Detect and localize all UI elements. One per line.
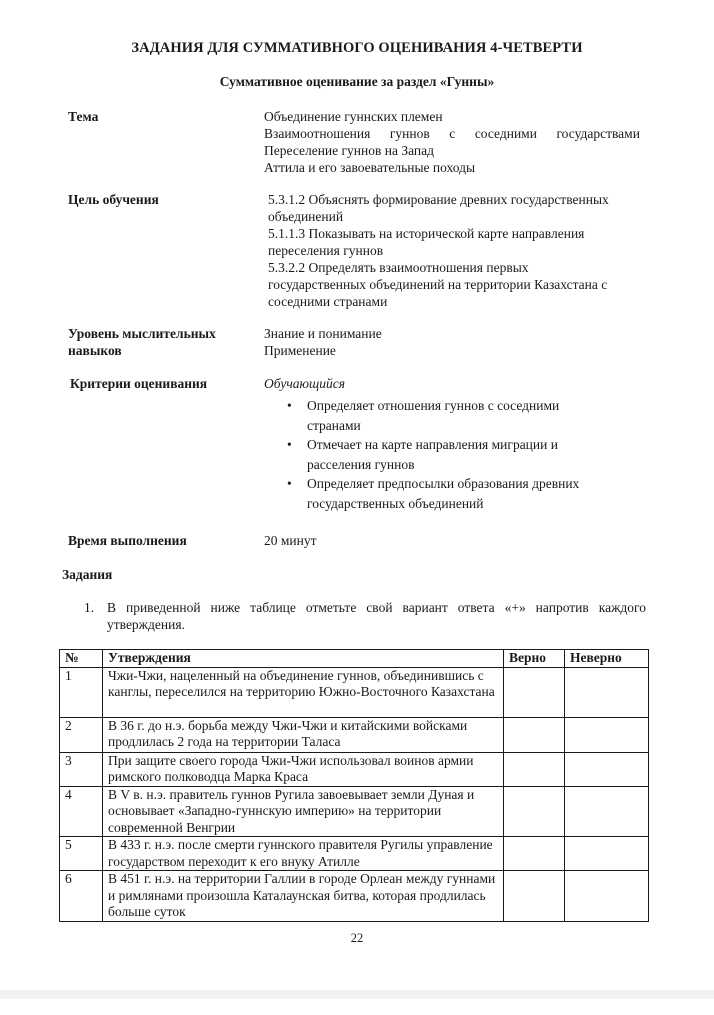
table-row bbox=[60, 786, 649, 837]
row-statement: В 451 г. н.э. на территории Галлии в городе Орлеан между гуннами и римлянами произошла Каталаунская битва, которая продлилась больше суток bbox=[103, 871, 504, 922]
criteria-item-text: Определяет предпосылки образования древних государственных объединений bbox=[307, 476, 580, 511]
criteria-item bbox=[264, 396, 607, 435]
table-row bbox=[60, 752, 649, 786]
bullet-icon: • bbox=[287, 398, 292, 413]
row-number: 2 bbox=[60, 717, 103, 752]
goal-line: переселения гуннов bbox=[268, 243, 384, 258]
time-label: Время выполнения bbox=[68, 533, 187, 548]
table-row bbox=[60, 871, 649, 922]
row-statement: При защите своего города Чжи-Чжи использовал воинов армии римского полководца Марка Краса bbox=[103, 752, 504, 786]
task-1-text: В приведенной ниже таблице отметьте свой вариант ответа «+» напротив каждого утверждения. bbox=[107, 600, 646, 632]
criteria-label: Критерии оценивания bbox=[70, 376, 208, 391]
criteria-item-text: Определяет отношения гуннов с соседними странами bbox=[307, 398, 560, 433]
skills-line: Применение bbox=[264, 343, 336, 358]
page-number: 22 bbox=[350, 931, 364, 945]
skills-label-line: навыков bbox=[68, 343, 122, 358]
row-statement: В 433 г. н.э. после смерти гуннского правителя Ругилы управление государством переходит к его внуку Атилле bbox=[103, 837, 504, 871]
goal-line: 5.1.1.3 Показывать на исторической карте направления bbox=[268, 226, 585, 241]
true-answer-cell[interactable] bbox=[504, 871, 565, 922]
topic-line: Переселение гуннов на Запад bbox=[264, 143, 435, 158]
word: соседними bbox=[474, 126, 537, 141]
table-row bbox=[60, 837, 649, 871]
word: гуннов bbox=[389, 126, 430, 141]
false-answer-cell[interactable] bbox=[565, 786, 649, 837]
goal-line: 5.3.2.2 Определять взаимоотношения первых bbox=[268, 260, 529, 275]
goal-line: соседними странами bbox=[268, 294, 388, 309]
row-number: 3 bbox=[60, 752, 103, 786]
goal-line: государственных объединений на территории Казахстана с bbox=[268, 277, 608, 292]
true-answer-cell[interactable] bbox=[504, 752, 565, 786]
criteria-list bbox=[264, 396, 607, 513]
row-number: 5 bbox=[60, 837, 103, 871]
skills-line: Знание и понимание bbox=[264, 326, 382, 341]
topic-values bbox=[264, 108, 640, 176]
task-1-number: 1. bbox=[84, 600, 95, 615]
topic-line: Объединение гуннских племен bbox=[264, 109, 443, 124]
table-row bbox=[60, 717, 649, 752]
true-answer-cell[interactable] bbox=[504, 717, 565, 752]
row-statement: Чжи-Чжи, нацеленный на объединение гуннов, объединившись с канглы, переселился на территорию Южно-Восточного Казахстана bbox=[103, 667, 504, 717]
criteria-block bbox=[264, 375, 607, 513]
goal-values bbox=[268, 191, 609, 310]
false-answer-cell[interactable] bbox=[565, 752, 649, 786]
true-answer-cell[interactable] bbox=[504, 837, 565, 871]
goal-line: объединений bbox=[268, 209, 344, 224]
row-number: 1 bbox=[60, 667, 103, 717]
bullet-icon: • bbox=[287, 437, 292, 452]
statements-table bbox=[59, 649, 649, 922]
criteria-intro: Обучающийся bbox=[264, 376, 346, 391]
table-row bbox=[60, 667, 649, 717]
criteria-item bbox=[264, 435, 607, 474]
word: Взаимоотношения bbox=[264, 126, 371, 141]
header-number: № bbox=[60, 650, 103, 668]
row-statement: В V в. н.э. правитель гуннов Ругила завоевывает земли Дуная и основывает «Западно-гуннскую империю» на территории современной Венгрии bbox=[103, 786, 504, 837]
false-answer-cell[interactable] bbox=[565, 717, 649, 752]
skills-label bbox=[68, 325, 216, 359]
false-answer-cell[interactable] bbox=[565, 871, 649, 922]
goal-line: 5.3.1.2 Объяснять формирование древних государственных bbox=[268, 192, 609, 207]
header-false: Неверно bbox=[565, 650, 649, 668]
bullet-icon: • bbox=[287, 476, 292, 491]
document-title: ЗАДАНИЯ ДЛЯ СУММАТИВНОГО ОЦЕНИВАНИЯ 4-ЧЕТВЕРТИ bbox=[131, 40, 583, 56]
false-answer-cell[interactable] bbox=[565, 837, 649, 871]
skills-values bbox=[264, 325, 382, 359]
table-header-row bbox=[60, 650, 649, 668]
document-subtitle: Суммативное оценивание за раздел «Гунны» bbox=[219, 74, 495, 89]
tasks-heading: Задания bbox=[62, 567, 113, 582]
word: государствами bbox=[556, 126, 640, 141]
header-statements: Утверждения bbox=[103, 650, 504, 668]
time-value: 20 минут bbox=[264, 533, 317, 548]
page-separator bbox=[0, 990, 714, 999]
true-answer-cell[interactable] bbox=[504, 667, 565, 717]
topic-line: Аттила и его завоевательные походы bbox=[264, 160, 476, 175]
topic-line-justified bbox=[264, 125, 640, 142]
goal-label: Цель обучения bbox=[68, 192, 159, 207]
row-number: 4 bbox=[60, 786, 103, 837]
criteria-item bbox=[264, 474, 607, 513]
false-answer-cell[interactable] bbox=[565, 667, 649, 717]
criteria-item-text: Отмечает на карте направления миграции и расселения гуннов bbox=[307, 437, 558, 472]
topic-label: Тема bbox=[68, 109, 99, 124]
skills-label-line: Уровень мыслительных bbox=[68, 326, 216, 341]
row-statement: В 36 г. до н.э. борьба между Чжи-Чжи и китайскими войсками продлилась 2 года на территории Таласа bbox=[103, 717, 504, 752]
true-answer-cell[interactable] bbox=[504, 786, 565, 837]
header-true: Верно bbox=[504, 650, 565, 668]
row-number: 6 bbox=[60, 871, 103, 922]
word: с bbox=[449, 126, 456, 141]
